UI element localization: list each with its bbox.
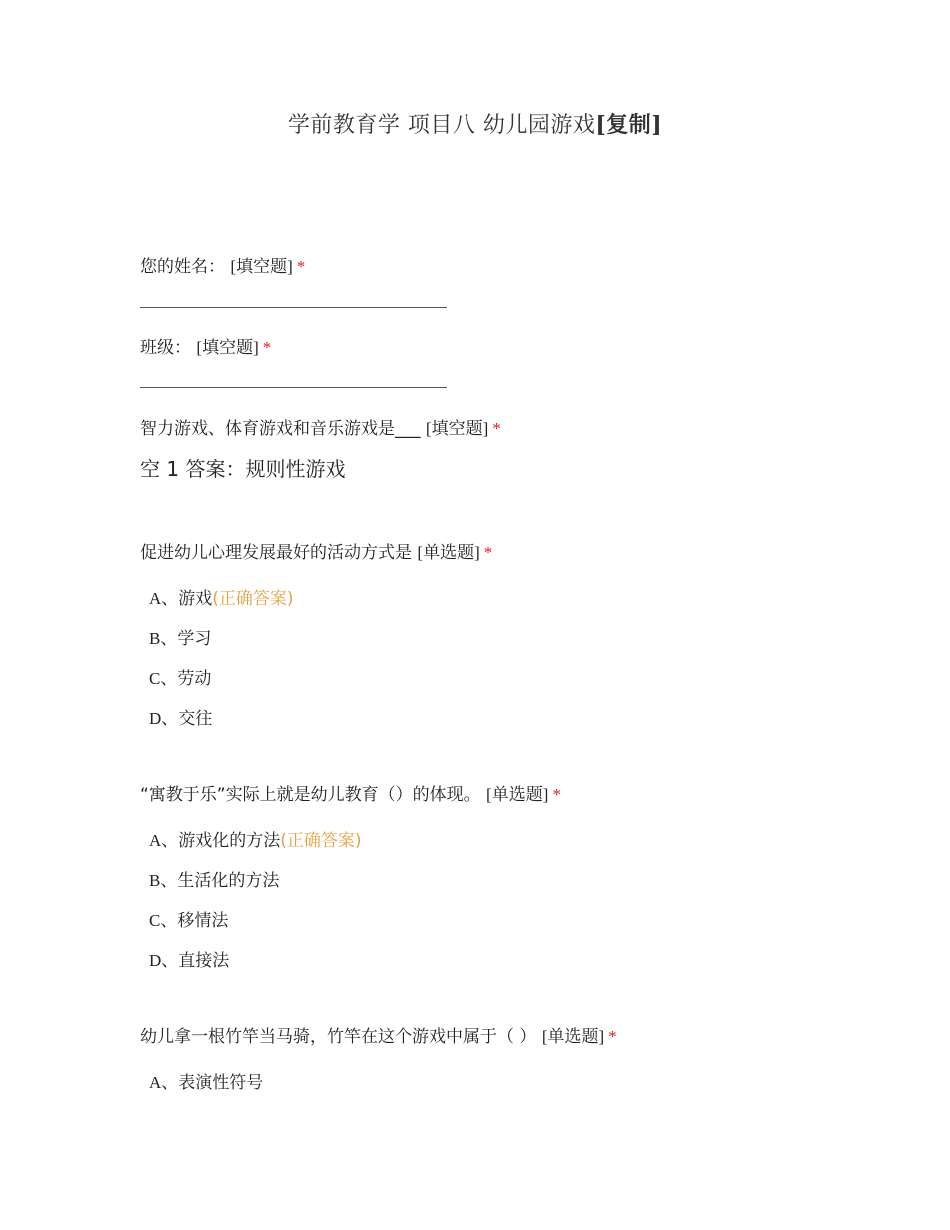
question-type: [填空题]: [425, 419, 489, 438]
name-answer-line[interactable]: [140, 307, 447, 308]
question-class: [140, 333, 271, 358]
question-single-choice: [140, 538, 492, 563]
option-letter: D、: [149, 951, 179, 970]
question-text: 智力游戏、体育游戏和音乐游戏是___: [140, 419, 421, 439]
option-c[interactable]: [149, 664, 211, 689]
question-text: 您的姓名：: [140, 257, 225, 277]
option-b[interactable]: [149, 866, 279, 891]
question-type: [填空题]: [230, 257, 293, 276]
option-letter: A、: [149, 1073, 179, 1092]
option-letter: C、: [149, 669, 178, 688]
option-text: 劳动: [177, 669, 212, 689]
required-mark: *: [552, 785, 561, 804]
title-text: 学前教育学 项目八 幼儿园游戏: [287, 113, 596, 138]
required-mark: *: [483, 543, 493, 562]
option-text: 直接法: [178, 951, 230, 971]
question-type: [填空题]: [196, 338, 259, 357]
option-a[interactable]: [149, 584, 294, 609]
option-letter: A、: [149, 589, 179, 608]
required-mark: *: [608, 1027, 617, 1046]
option-letter: C、: [149, 911, 178, 930]
option-a[interactable]: [149, 1068, 263, 1093]
option-text: 游戏化的方法: [178, 831, 281, 851]
option-letter: A、: [149, 831, 179, 850]
page-title: [0, 108, 950, 139]
option-b[interactable]: [149, 624, 211, 649]
question-name: [140, 252, 305, 277]
option-letter: D、: [149, 709, 179, 728]
option-a[interactable]: [149, 826, 362, 851]
required-mark: *: [262, 338, 272, 357]
class-answer-line[interactable]: [140, 387, 447, 388]
title-suffix: [复制]: [595, 112, 663, 138]
question-text: 班级：: [140, 338, 191, 358]
option-d[interactable]: [149, 704, 212, 729]
option-letter: B、: [149, 871, 178, 890]
option-text: 移情法: [177, 911, 229, 931]
question-text: 促进幼儿心理发展最好的活动方式是: [140, 543, 412, 563]
required-mark: *: [492, 419, 501, 438]
question-type: [单选题]: [541, 1027, 605, 1046]
question-type: [单选题]: [486, 785, 549, 804]
question-text: “寓教于乐”实际上就是幼儿教育（）的体现。: [140, 785, 481, 805]
option-text: 表演性符号: [178, 1073, 264, 1093]
question-single-choice: [140, 780, 561, 805]
option-text: 交往: [178, 709, 213, 729]
blank-answer: 空 1 答案：规则性游戏: [140, 457, 346, 481]
option-text: 生活化的方法: [177, 871, 280, 891]
question-type: [单选题]: [417, 543, 480, 562]
required-mark: *: [296, 257, 306, 276]
question-single-choice: [140, 1022, 617, 1047]
option-d[interactable]: [149, 946, 229, 971]
question-text: 幼儿拿一根竹竿当马骑，竹竿在这个游戏中属于（ ）: [140, 1027, 537, 1047]
question-fill-blank: [140, 414, 501, 439]
option-text: 学习: [177, 629, 212, 649]
option-letter: B、: [149, 629, 178, 648]
option-c[interactable]: [149, 906, 228, 931]
option-text: 游戏: [178, 589, 213, 609]
correct-answer-tag: (正确答案): [212, 589, 294, 609]
correct-answer-tag: (正确答案): [280, 831, 362, 851]
